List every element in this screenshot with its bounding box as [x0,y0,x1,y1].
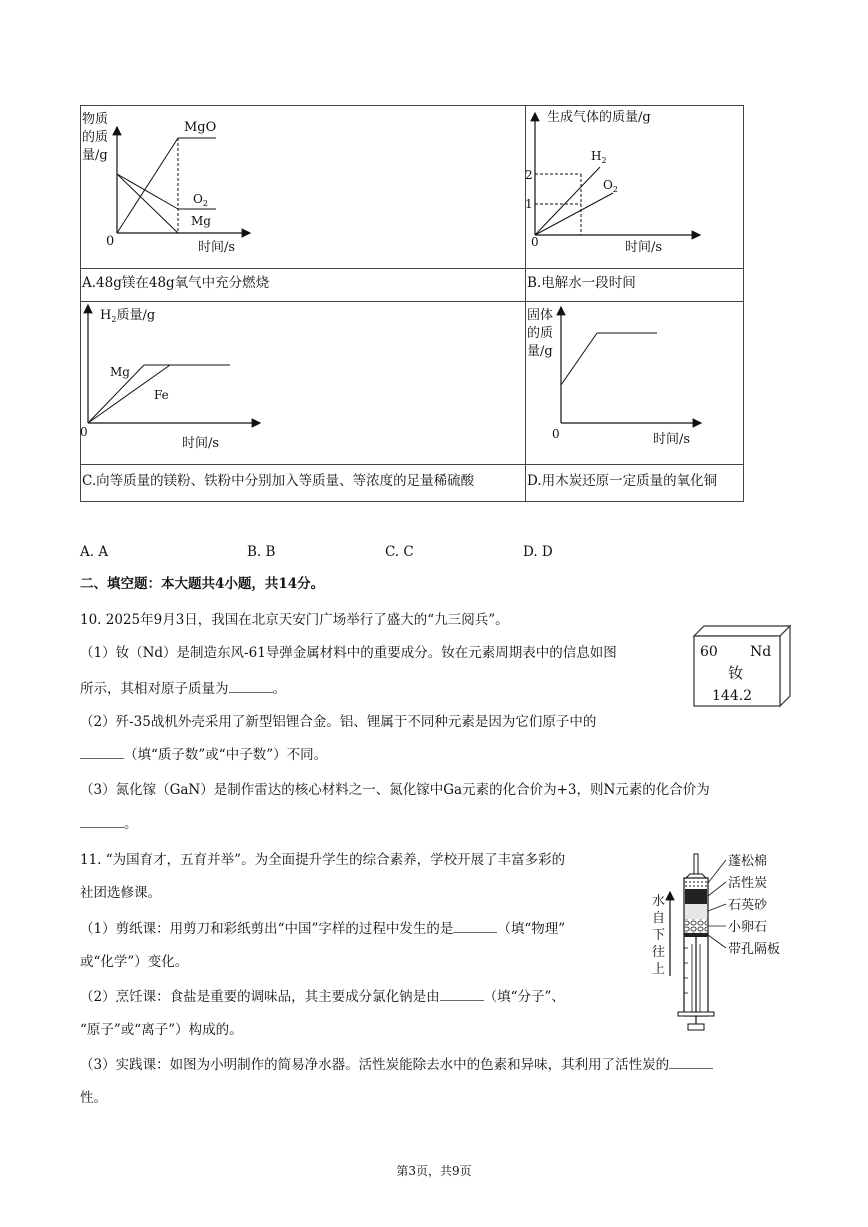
flow-label-4: 往 [652,945,666,960]
chart-b-label-o2: $O_2$ [603,178,618,194]
layer-carbon [685,889,707,904]
chart-a-label-mgo: MgO [184,120,217,135]
caption-b: B.电解水一段时间 [527,275,636,291]
caption-a: A.48g镁在48g氧气中充分燃烧 [82,275,270,291]
chart-a-mgo-line [117,138,178,233]
q10-blank-1 [229,680,273,693]
flow-label-3: 下 [652,928,666,943]
chart-c-origin: 0 [80,425,88,439]
caption-c: C.向等质量的镁粉、铁粉中分别加入等质量、等浓度的足量稀硫酸 [82,473,475,489]
chart-d-ylabel-2: 的质 [527,326,554,341]
q11-p3a-text: （3）实践课：如图为小明制作的简易净水器。活性炭能除去水中的色素和异味，其利用了活性炭的 [80,1057,670,1073]
q10-blank-2 [80,746,124,759]
q11-p1b: 或“化学”）变化。 [80,954,189,970]
chart-a-ylabel-2: 的质 [82,130,109,145]
water-filter-diagram [648,848,793,1040]
q10-p1a: （1）钕（Nd）是制造东风-61导弹金属材料中的重要成分。钕在元素周期表中的信息如图 [80,645,617,661]
chart-d-rise [561,333,597,385]
section-heading: 二、填空题：本大题共4小题，共14分。 [80,576,325,592]
chart-d-xlabel: 时间/s [653,432,691,447]
chart-c [80,301,524,463]
chart-d-ylabel-1: 固体 [527,308,554,323]
q10-p2b-text: （填“质子数”或“中子数”）不同。 [124,747,328,763]
chart-b-ylabel: 生成气体的质量/g [547,110,651,125]
chart-a-xlabel: 时间/s [198,240,236,255]
flow-label-2: 自 [652,911,666,926]
q11-p3b: 性。 [80,1090,107,1106]
q11-p2a [80,988,565,1006]
layer-pebbles [685,919,707,933]
chart-a-label-o2: $O_2$ [193,192,208,208]
q11-p1a [80,920,565,938]
option-d: D. D [523,544,553,560]
option-c: C. C [385,544,414,560]
chart-c-label-mg: Mg [110,365,130,379]
q10-stem: 10. 2025年9月3日，我国在北京天安门广场举行了盛大的“九三阅兵”。 [80,612,509,628]
caption-d: D.用木炭还原一定质量的氧化铜 [527,473,718,489]
q10-p3b-text: 。 [124,816,138,832]
element-number: 60 [700,644,718,660]
q10-p1b-text: 所示，其相对原子质量为 [80,681,229,697]
chart-b-h2-line [535,167,600,235]
q11-blank-3 [669,1056,713,1069]
q10-p2a: （2）歼-35战机外壳采用了新型铝锂合金。铝、锂属于不同种元素是因为它们原子中的 [80,714,597,730]
chart-c-xlabel: 时间/s [182,436,220,451]
flow-label-5: 上 [652,962,666,977]
q10-p1b-end: 。 [272,681,286,697]
chart-b-origin: 0 [531,235,539,249]
option-b: B. B [247,544,276,560]
element-card [690,622,794,710]
layer-plate [684,933,708,937]
q11-blank-1 [453,920,497,933]
element-mass: 144.2 [712,688,753,704]
q10-p2b [80,746,327,764]
q11-p2a-end: （填“分子”、 [483,989,565,1005]
flow-label-1: 水 [652,894,666,909]
chart-d-origin: 0 [552,427,560,441]
chart-c-label-fe: Fe [154,388,169,402]
layer-cotton [685,879,707,889]
chart-b-o2-line [535,193,613,235]
chart-d [525,301,742,463]
chart-a-origin: 0 [106,234,115,249]
chart-a-ylabel-3: 量/g [82,148,108,163]
option-a: A. A [80,544,109,560]
layer-label-2: 活性炭 [728,876,768,891]
q11-stem-2: 社团选修课。 [80,885,161,901]
chart-d-ylabel-3: 量/g [527,344,553,359]
q11-p3a [80,1056,713,1074]
q11-stem-1: 11. “为国育才，五育并举”。为全面提升学生的综合素养，学校开展了丰富多彩的 [80,852,566,868]
element-name: 钕 [728,664,744,682]
layer-label-4: 小卵石 [728,920,768,935]
q10-p1b [80,680,286,698]
element-symbol: Nd [750,644,772,660]
q11-p2b: “原子”或“离子”）构成的。 [80,1022,243,1038]
chart-a [80,105,524,267]
layer-label-5: 带孔隔板 [728,942,781,957]
q11-p1a-text: （1）剪纸课：用剪刀和彩纸剪出“中国”字样的过程中发生的是 [80,921,454,937]
q11-blank-2 [440,988,484,1001]
q10-p3a: （3）氮化镓（GaN）是制作雷达的核心材料之一、氮化镓中Ga元素的化合价为+3，则N元素的化合价为 [80,782,710,798]
q11-p2a-text: （2）烹饪课：食盐是重要的调味品，其主要成分氯化钠是由 [80,989,440,1005]
chart-b [525,105,742,267]
page-footer: 第3页，共9页 [396,1164,472,1178]
chart-a-label-mg: Mg [191,214,211,228]
q11-p1a-end: （填“物理” [497,921,566,937]
chart-b-tick-1: 1 [525,197,533,211]
q10-blank-3 [80,815,124,828]
table-hline-1 [81,268,743,269]
chart-b-xlabel: 时间/s [625,240,663,255]
q10-p3b [80,815,138,833]
chart-b-tick-2: 2 [525,168,533,182]
chart-a-ylabel-1: 物质 [82,112,109,127]
table-hline-3 [81,464,743,465]
layer-sand [685,904,707,919]
layer-label-3: 石英砂 [728,898,768,913]
layer-label-1: 蓬松棉 [728,854,768,869]
chart-c-ylabel: $H_2$质量/g [100,308,156,324]
chart-b-label-h2: $H_2$ [591,149,607,165]
